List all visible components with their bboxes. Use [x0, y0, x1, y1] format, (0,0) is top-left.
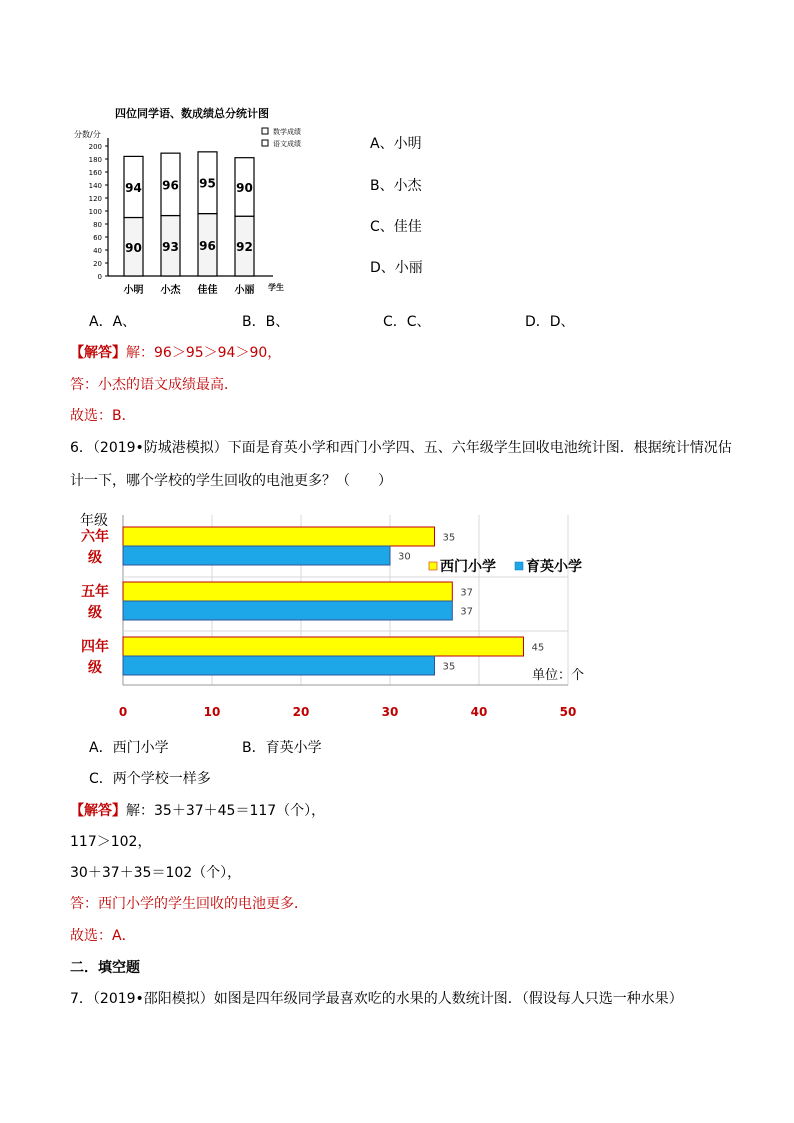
q6-answer-line3: 30＋37＋35＝102（个）， — [70, 865, 242, 881]
q6-bar-yuying — [123, 601, 452, 620]
q5-chart-svg — [68, 100, 318, 300]
q5-bar-label-math: 93 — [162, 239, 179, 254]
q6-x-tick-label: 20 — [292, 705, 310, 719]
q5-answer-line1 — [70, 342, 281, 362]
q6-axis-title: 年级 — [80, 513, 108, 529]
q5-y-tick-label: 100 — [88, 208, 102, 216]
q5-y-tick-label: 200 — [88, 143, 102, 151]
q5-option-a[interactable]: A．A、 — [89, 314, 137, 330]
legend-swatch-math — [262, 128, 268, 134]
q5-bar-label-chinese: 96 — [162, 178, 179, 193]
section-heading-fill-blank: 二．填空题 — [70, 960, 140, 976]
q5-option-side-a[interactable]: A、小明 — [370, 136, 422, 152]
q5-y-tick-label: 160 — [88, 169, 102, 177]
q6-x-tick-label: 0 — [118, 705, 128, 719]
legend-label-math: 数学成绩 — [273, 128, 301, 136]
q6-option-a[interactable]: A．西门小学 — [89, 740, 169, 756]
q5-y-axis-label: 分数/分 — [74, 130, 101, 139]
q5-bar-label-math: 90 — [125, 240, 142, 255]
q5-answer-line2: 答：小杰的语文成绩最高． — [70, 377, 238, 393]
q6-bar-yuying — [123, 656, 435, 675]
q6-x-tick-label: 10 — [203, 705, 221, 719]
legend-label-chinese: 语文成绩 — [273, 140, 301, 148]
q5-y-tick-label: 60 — [93, 234, 102, 242]
q6-legend — [429, 558, 582, 575]
q5-bar-label-math: 92 — [236, 240, 253, 255]
legend-swatch-ximen — [429, 562, 437, 570]
answer-label: 【解答】 — [70, 345, 126, 361]
q5-option-side-d[interactable]: D、小丽 — [370, 260, 423, 276]
answer-text: 解：96＞95＞94＞90， — [126, 345, 282, 361]
q6-bar-value-label: 45 — [531, 642, 545, 654]
q6-category-label: 四年级 — [81, 639, 109, 676]
q6-bar-ximen — [123, 582, 452, 601]
q6-bar-value-label: 35 — [442, 661, 456, 673]
q6-x-tick-label: 30 — [381, 705, 399, 719]
q5-bar-label-chinese: 90 — [236, 180, 253, 195]
q5-y-tick-label: 40 — [93, 247, 102, 255]
q6-answer-line5: 故选：A． — [70, 928, 136, 944]
q5-category-label: 小杰 — [160, 285, 181, 296]
q6-stem-line1: 6．（2019•防城港模拟）下面是育英小学和西门小学四、五、六年级学生回收电池统计图．根据统计情况估 — [70, 440, 732, 456]
q5-option-side-b[interactable]: B、小杰 — [370, 178, 422, 194]
q6-bar-value-label: 30 — [398, 551, 411, 563]
q6-category-label: 五年级 — [81, 584, 109, 621]
q5-bar-label-chinese: 95 — [199, 176, 216, 191]
q5-y-tick-label: 0 — [97, 273, 102, 281]
q6-bar-ximen — [123, 637, 524, 656]
q6-answer-line2: 117＞102， — [70, 834, 152, 850]
q6-category-label: 六年级 — [81, 529, 109, 566]
q5-y-tick-label: 180 — [88, 156, 102, 164]
q6-option-b[interactable]: B．育英小学 — [242, 740, 322, 756]
q6-chart — [70, 505, 610, 729]
q6-x-tick-label: 40 — [470, 705, 488, 719]
q5-y-tick-label: 120 — [88, 195, 102, 203]
q6-bar-value-label: 35 — [442, 532, 456, 544]
q5-category-label: 佳佳 — [197, 285, 218, 296]
q6-x-tick-label: 50 — [559, 705, 577, 719]
q6-option-c[interactable]: C．两个学校一样多 — [89, 771, 211, 787]
q6-bar-value-label: 37 — [460, 606, 474, 618]
legend-label-ximen: 西门小学 — [440, 559, 496, 575]
q5-category-label: 小明 — [123, 285, 144, 296]
q6-stem-line2: 计一下，哪个学校的学生回收的电池更多？（ ） — [70, 473, 392, 489]
answer-label: 【解答】 — [70, 803, 126, 819]
q6-bar-ximen — [123, 527, 435, 546]
q5-chart — [68, 100, 318, 304]
q5-option-c[interactable]: C．C、 — [383, 314, 431, 330]
q5-chart-title: 四位同学语、数成绩总分统计图 — [115, 107, 269, 120]
q5-y-tick-label: 20 — [93, 260, 102, 268]
q5-y-tick-label: 80 — [93, 221, 102, 229]
q5-bar-label-chinese: 94 — [125, 180, 142, 195]
legend-label-yuying: 育英小学 — [526, 559, 582, 575]
q5-bar-label-math: 96 — [199, 238, 216, 253]
q7-stem: 7．（2019•邵阳模拟）如图是四年级同学最喜欢吃的水果的人数统计图．（假设每人只选一种水果） — [70, 991, 683, 1007]
q6-bar-value-label: 37 — [460, 587, 474, 599]
q6-bar-yuying — [123, 546, 390, 565]
legend-swatch-yuying — [515, 562, 523, 570]
q6-answer-line4: 答：西门小学的学生回收的电池更多． — [70, 896, 308, 912]
q5-option-side-c[interactable]: C、佳佳 — [370, 219, 422, 235]
q5-answer-line3: 故选：B． — [70, 408, 136, 424]
legend-swatch-chinese — [262, 140, 268, 146]
q5-option-b[interactable]: B．B、 — [242, 314, 290, 330]
q6-answer-line1 — [70, 800, 325, 820]
q5-x-axis-label: 学生 — [268, 283, 284, 292]
q5-category-label: 小丽 — [234, 285, 255, 296]
q6-chart-svg — [70, 505, 610, 725]
q5-y-tick-label: 140 — [88, 182, 102, 190]
q5-option-d[interactable]: D．D、 — [525, 314, 575, 330]
answer-text: 解：35＋37＋45＝117（个）， — [126, 803, 326, 819]
q6-unit-label: 单位：个 — [532, 668, 585, 683]
